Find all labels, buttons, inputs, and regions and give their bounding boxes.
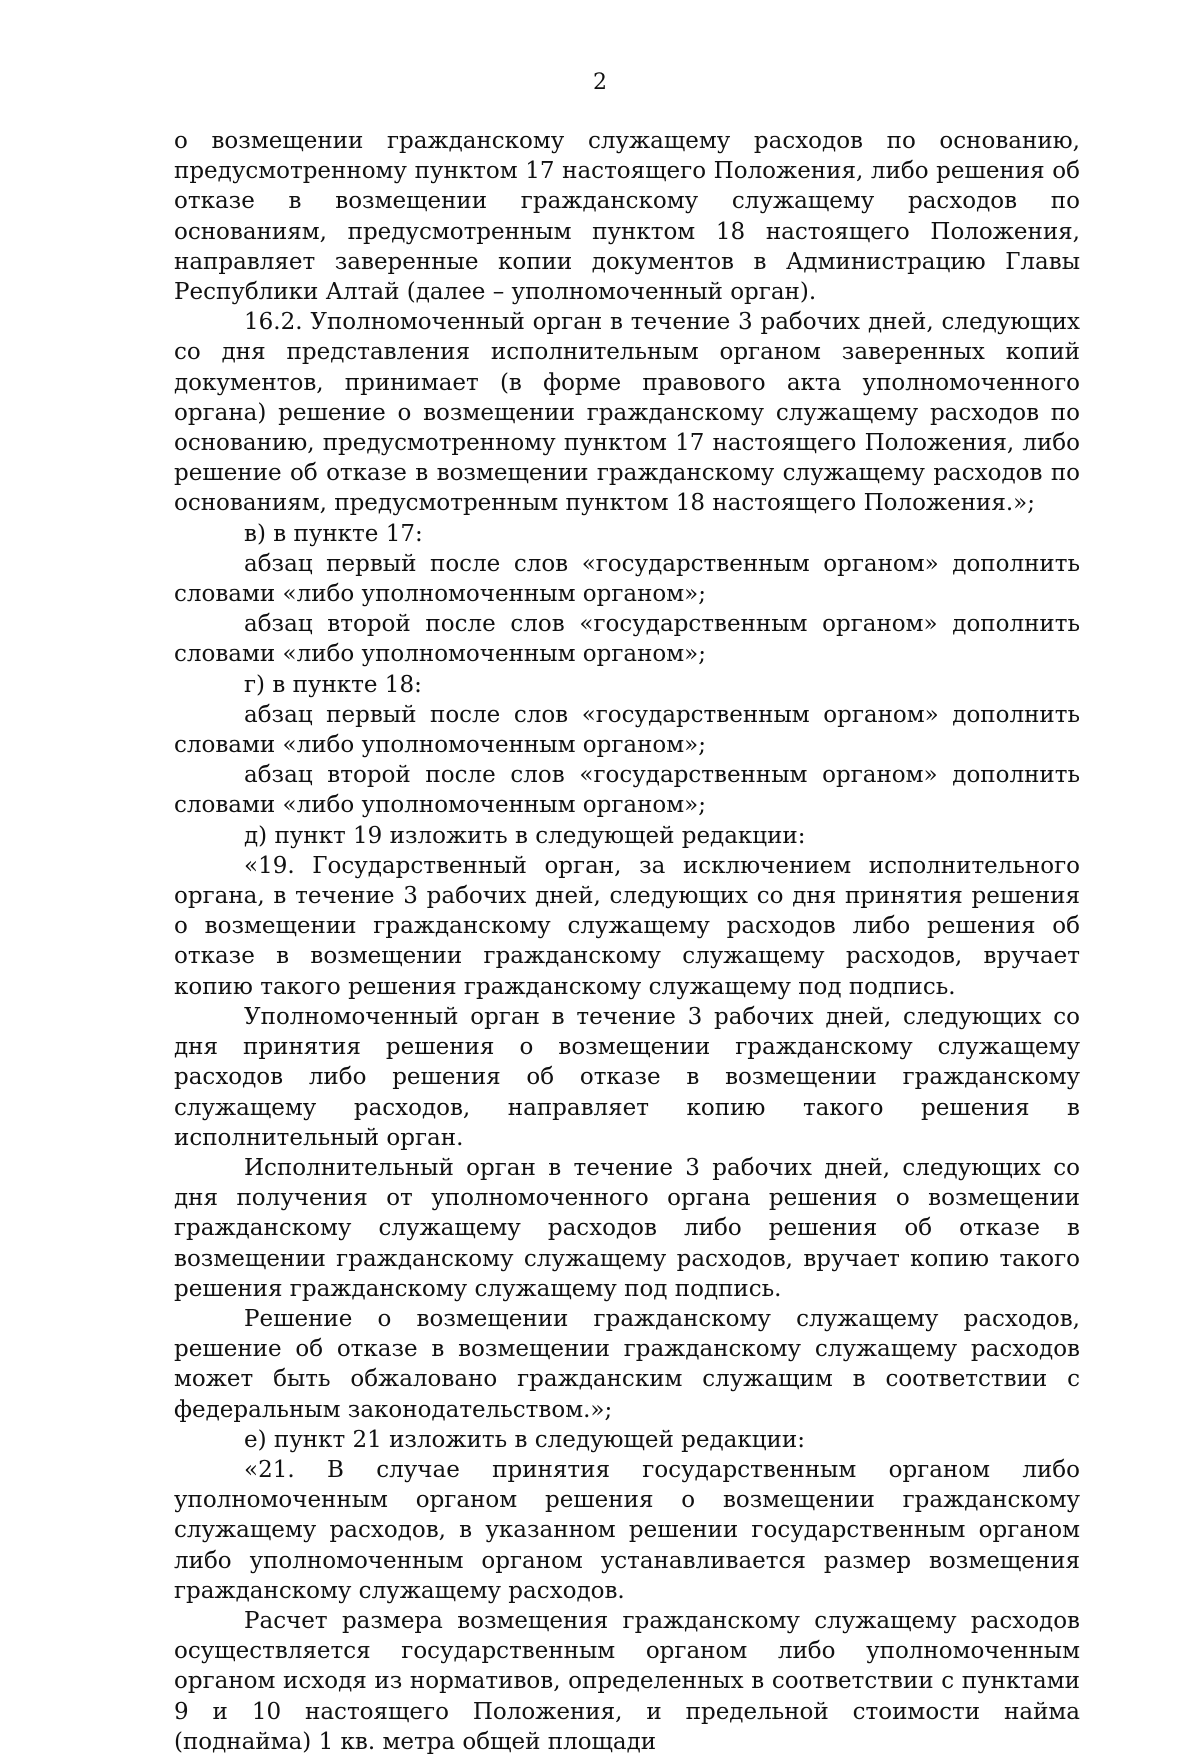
paragraph-item-e: е) пункт 21 изложить в следующей редакции: [244, 1426, 805, 1453]
paragraph-16-2: 16.2. Уполномоченный орган в течение 3 рабочих дней, следующих со дня представления исполнительным органом заверенных копий документов, принимает (в форме правового акта уполномоченного органа) решение о возмещении гражданскому служащему расходов по основанию, предусмотренному пунктом 17 настоящего Положения, либо решение об отказе в возмещении гражданскому служащему расходов по основаниям, предусмотренным пунктом 18 настоящего Положения.»; [174, 309, 1080, 517]
paragraph-19-appeal: Решение о возмещении гражданскому служащему расходов, решение об отказе в возмещении гражданскому служащему расходов может быть обжаловано гражданским служащим в соответствии с федеральным законодательством.»; [174, 1305, 1080, 1423]
paragraph-18-second: абзац второй после слов «государственным органом» дополнить словами «либо уполномоченным органом»; [174, 762, 1080, 819]
paragraph-continuation: о возмещении гражданскому служащему расходов по основанию, предусмотренному пунктом 17 настоящего Положения, либо решения об отказе в возмещении гражданскому служащему расходов по основаниям, предусмотренным пунктом 18 настоящего Положения, направляет заверенные копии документов в Администрацию Главы Республики Алтай (далее – уполномоченный орган). [174, 128, 1080, 306]
paragraph-19-authorized-body: Уполномоченный орган в течение 3 рабочих дней, следующих со дня принятия решения о возмещении гражданскому служащему расходов либо решения об отказе в возмещении гражданскому служащему расходов, направляет копию такого решения в исполнительный орган. [174, 1003, 1080, 1151]
page-number: 2 [593, 70, 607, 95]
paragraph-item-v: в) в пункте 17: [244, 520, 423, 547]
paragraph-21-calculation: Расчет размера возмещения гражданскому служащему расходов осуществляется государственным органом либо уполномоченным органом исходя из нормативов, определенных в соответствии с пунктами 9 и 10 настоящего Положения, и предельной стоимости найма (поднайма) 1 кв. метра общей площади [174, 1607, 1080, 1755]
document-body [174, 126, 1080, 1757]
paragraph-item-g: г) в пункте 18: [244, 671, 422, 698]
paragraph-19: «19. Государственный орган, за исключением исполнительного органа, в течение 3 рабочих дней, следующих со дня принятия решения о возмещении гражданскому служащему расходов либо решения об отказе в возмещении гражданскому служащему расходов, вручает копию такого решения гражданскому служащему под подпись. [174, 852, 1080, 1000]
paragraph-19-executive-body: Исполнительный орган в течение 3 рабочих дней, следующих со дня получения от уполномоченного органа решения о возмещении гражданскому служащему расходов либо решения об отказе в возмещении гражданскому служащему расходов, вручает копию такого решения гражданскому служащему под подпись. [174, 1154, 1080, 1302]
paragraph-18-first: абзац первый после слов «государственным органом» дополнить словами «либо уполномоченным органом»; [174, 701, 1080, 759]
paragraph-17-second: абзац второй после слов «государственным органом» дополнить словами «либо уполномоченным органом»; [174, 611, 1080, 668]
paragraph-21: «21. В случае принятия государственным органом либо уполномоченным органом решения о возмещении гражданскому служащему расходов, в указанном решении государственным органом либо уполномоченным органом устанавливается размер возмещения гражданскому служащему расходов. [174, 1456, 1080, 1604]
paragraph-17-first: абзац первый после слов «государственным органом» дополнить словами «либо уполномоченным органом»; [174, 550, 1080, 608]
paragraph-item-d: д) пункт 19 изложить в следующей редакции: [244, 822, 806, 849]
